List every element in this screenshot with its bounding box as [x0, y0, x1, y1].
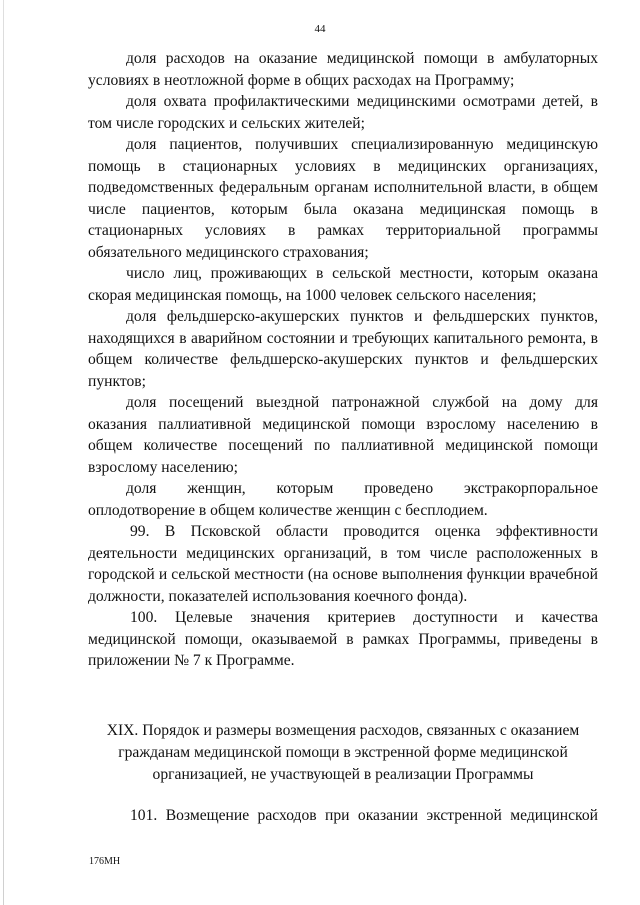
page-number: 44 — [314, 23, 326, 35]
paragraph-specialized-care: доля пациентов, получивших специализированную медицинскую помощь в стационарных условиях в медицинских организациях, подведомственных федеральным органам исполнительной власти, в общем числе пациентов, которым была оказана медицинская помощь в стационарных условиях в рамках территориальной программы обязательного медицинского страхования; — [88, 136, 598, 261]
section-heading: XIX. Порядок и размеры возмещения расходов, связанных с оказанием гражданам медицинской помощи в экстренной форме медицинской организацией, не участвующей в реализации Программы — [106, 722, 580, 783]
paragraph-101: 101. Возмещение расходов при оказании экстренной медицинской — [130, 807, 598, 824]
footer-code: 176МН — [89, 856, 121, 867]
paragraph-preventive-exams: доля охвата профилактическими медицинскими осмотрами детей, в том числе городских и сельских жителей; — [88, 93, 598, 132]
paragraph-100: 100. Целевые значения критериев доступности и качества медицинской помощи, оказываемой в рамках Программы, приведены в приложении № 7 к Программе. — [88, 609, 598, 669]
scan-edge — [3, 0, 4, 905]
paragraph-ivf: доля женщин, которым проведено экстракорпоральное оплодотворение в общем количестве женщин с бесплодием. — [88, 480, 598, 519]
paragraph-palliative-visits: доля посещений выездной патронажной службой на дому для оказания паллиативной медицинской помощи взрослому населению в общем количестве посещений по паллиативной медицинской помощи взрослому населению; — [88, 394, 598, 476]
paragraph-rural-ambulance: число лиц, проживающих в сельской местности, которым оказана скорая медицинская помощь, на 1000 человек сельского населения; — [88, 265, 598, 304]
paragraph-ambulatory-share: доля расходов на оказание медицинской помощи в амбулаторных условиях в неотложной форме в общих расходах на Программу; — [88, 50, 598, 89]
paragraph-feldsher-points: доля фельдшерско-акушерских пунктов и фельдшерских пунктов, находящихся в аварийном состоянии и требующих капитального ремонта, в общем количестве фельдшерско-акушерских пунктов и фельдшерских пунктов; — [88, 308, 598, 390]
paragraph-99: 99. В Псковской области проводится оценка эффективности деятельности медицинских организаций, в том числе расположенных в городской и сельской местности (на основе выполнения функции врачебной должности, показателей использования коечного фонда). — [88, 523, 598, 605]
body-text — [88, 48, 598, 672]
